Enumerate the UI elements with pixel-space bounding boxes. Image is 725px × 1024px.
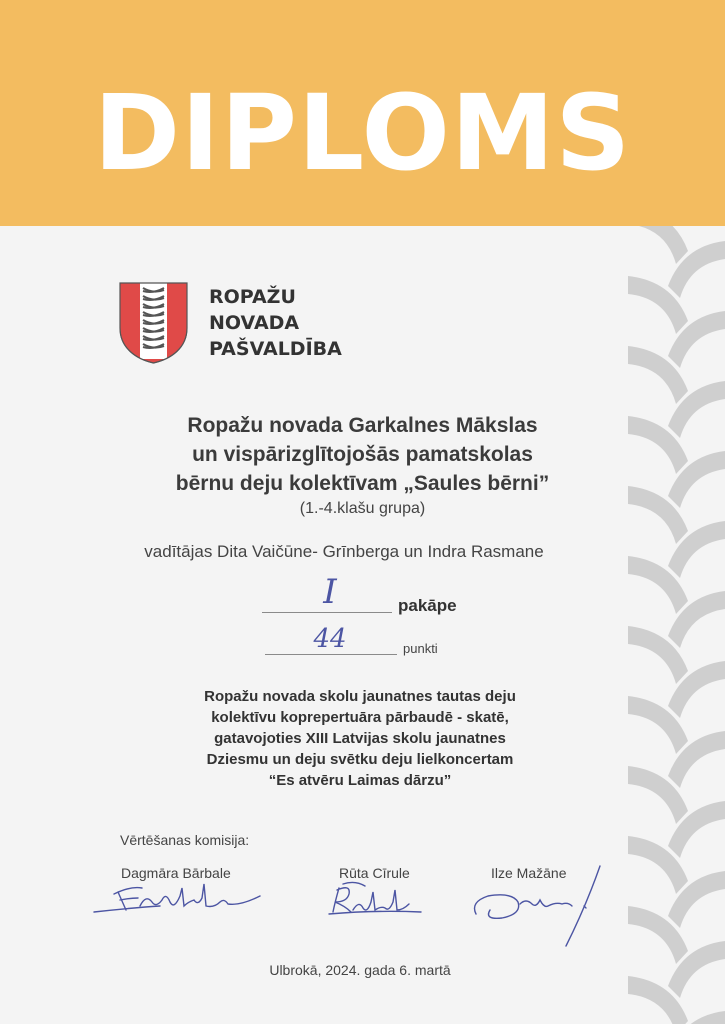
commission-label: Vērtēšanas komisija:	[120, 832, 250, 848]
organization-line: NOVADA	[209, 312, 300, 334]
header-band	[0, 0, 725, 226]
commission-member-name: Rūta Cīrule	[339, 865, 410, 881]
degree-line	[262, 612, 392, 613]
braid-ornament	[628, 226, 725, 1024]
diploma-title: DIPLOMS	[93, 72, 632, 194]
organization-name	[209, 284, 342, 362]
degree-handwritten: I	[323, 572, 337, 612]
points-label: punkti	[403, 641, 438, 656]
braid-strand	[628, 226, 688, 264]
commission-member-name: Ilze Mažāne	[491, 865, 567, 881]
description-line: “Es atvēru Laimas dārzu”	[268, 772, 452, 789]
coat-of-arms-icon	[119, 282, 188, 364]
recipient-line: un vispārizglītojošās pamatskolas	[192, 443, 533, 466]
recipient-group: (1.-4.klašu grupa)	[299, 500, 426, 517]
points-handwritten: 44	[313, 624, 347, 654]
signature-barbale	[90, 876, 265, 918]
organization-line: PAŠVALDĪBA	[209, 338, 342, 360]
description-line: Dziesmu un deju svētku deju lielkoncertam	[206, 751, 514, 768]
recipient-line: bērnu deju kolektīvam „Saules bērni”	[175, 472, 550, 495]
signature-mazane	[466, 862, 606, 952]
organization-line: ROPAŽU	[209, 286, 296, 308]
place-and-date: Ulbrokā, 2024. gada 6. martā	[269, 962, 451, 978]
description-line: kolektīvu koprepertuāra pārbaudē - skatē,	[211, 709, 509, 726]
commission-member-name: Dagmāra Bārbale	[121, 865, 231, 881]
recipient-line: Ropažu novada Garkalnes Mākslas	[187, 414, 538, 437]
points-line	[265, 654, 397, 655]
event-description	[0, 686, 720, 791]
leaders-text: vadītājas Dita Vaičūne- Grīnberga un Indra Rasmane	[144, 542, 544, 561]
description-line: Ropažu novada skolu jaunatnes tautas deju	[204, 688, 516, 705]
description-line: gatavojoties XIII Latvijas skolu jaunatnes	[214, 730, 506, 747]
signature-cirule	[325, 880, 425, 920]
degree-label: pakāpe	[398, 596, 457, 615]
